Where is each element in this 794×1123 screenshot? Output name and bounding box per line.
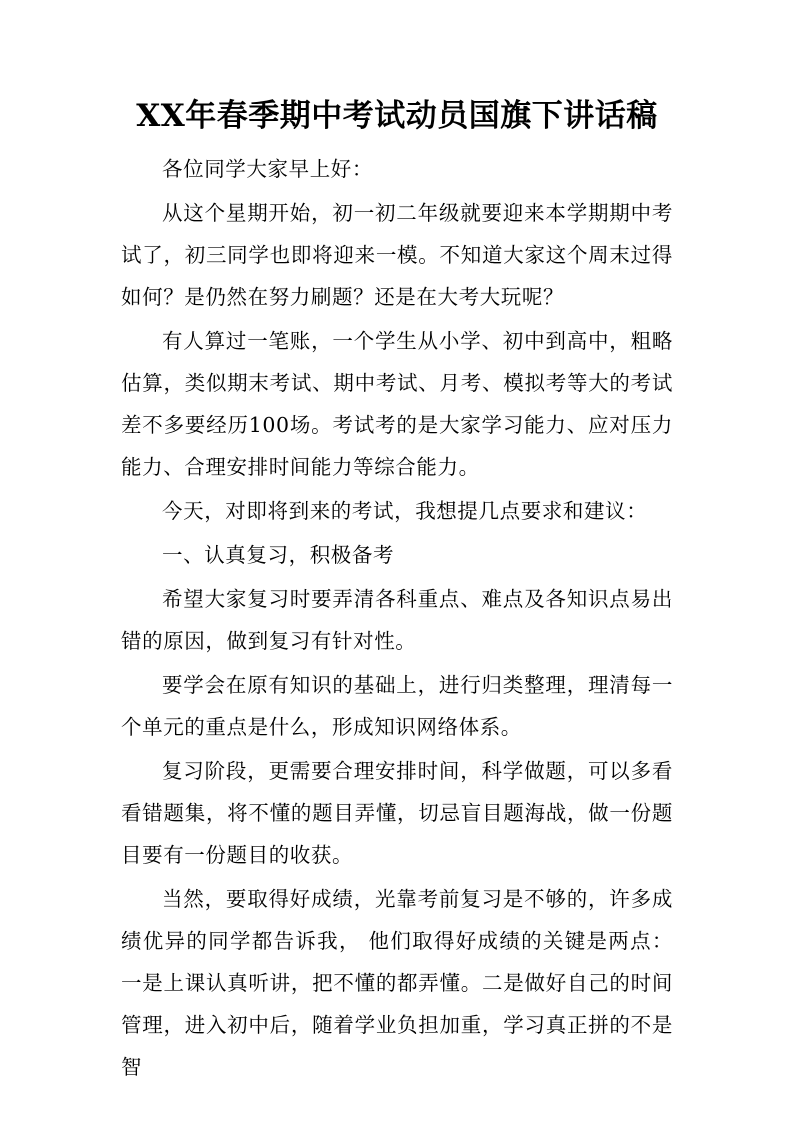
paragraph-greeting: 各位同学大家早上好： (162, 157, 373, 181)
paragraph: 从这个星期开始，初一初二年级就要迎来本学期期中考试了，初三同学也即将迎来一模。不知道大家这个周末过得如何？是仍然在努力刷题？还是在大考大玩呢？ (121, 201, 673, 309)
section-heading: 一、认真复习，积极备考 (162, 543, 395, 567)
document-title: XX年春季期中考试动员国旗下讲话稿 (136, 98, 658, 134)
paragraph: 当然，要取得好成绩，光靠考前复习是不够的，许多成绩优异的同学都告诉我， 他们取得好成绩的关键是两点：一是上课认真听讲，把不懂的都弄懂。二是做好自己的时间管理，进入初中后，随着学业负担加重，学习真正拼的不是智 (121, 887, 673, 1079)
paragraph: 今天，对即将到来的考试，我想提几点要求和建议： (162, 499, 648, 523)
document-body (121, 148, 673, 1090)
paragraph: 复习阶段，更需要合理安排时间，科学做题，可以多看看错题集，将不懂的题目弄懂，切忌盲目题海战，做一份题目要有一份题目的收获。 (121, 759, 673, 867)
paragraph: 有人算过一笔账，一个学生从小学、初中到高中，粗略估算，类似期末考试、期中考试、月考、模拟考等大的考试差不多要经历100场。考试考的是大家学习能力、应对压力能力、合理安排时间能力等综合能力。 (121, 329, 673, 479)
paragraph: 希望大家复习时要弄清各科重点、难点及各知识点易出错的原因，做到复习有针对性。 (121, 587, 673, 653)
paragraph: 要学会在原有知识的基础上，进行归类整理，理清每一个单元的重点是什么，形成知识网络体系。 (121, 673, 673, 739)
